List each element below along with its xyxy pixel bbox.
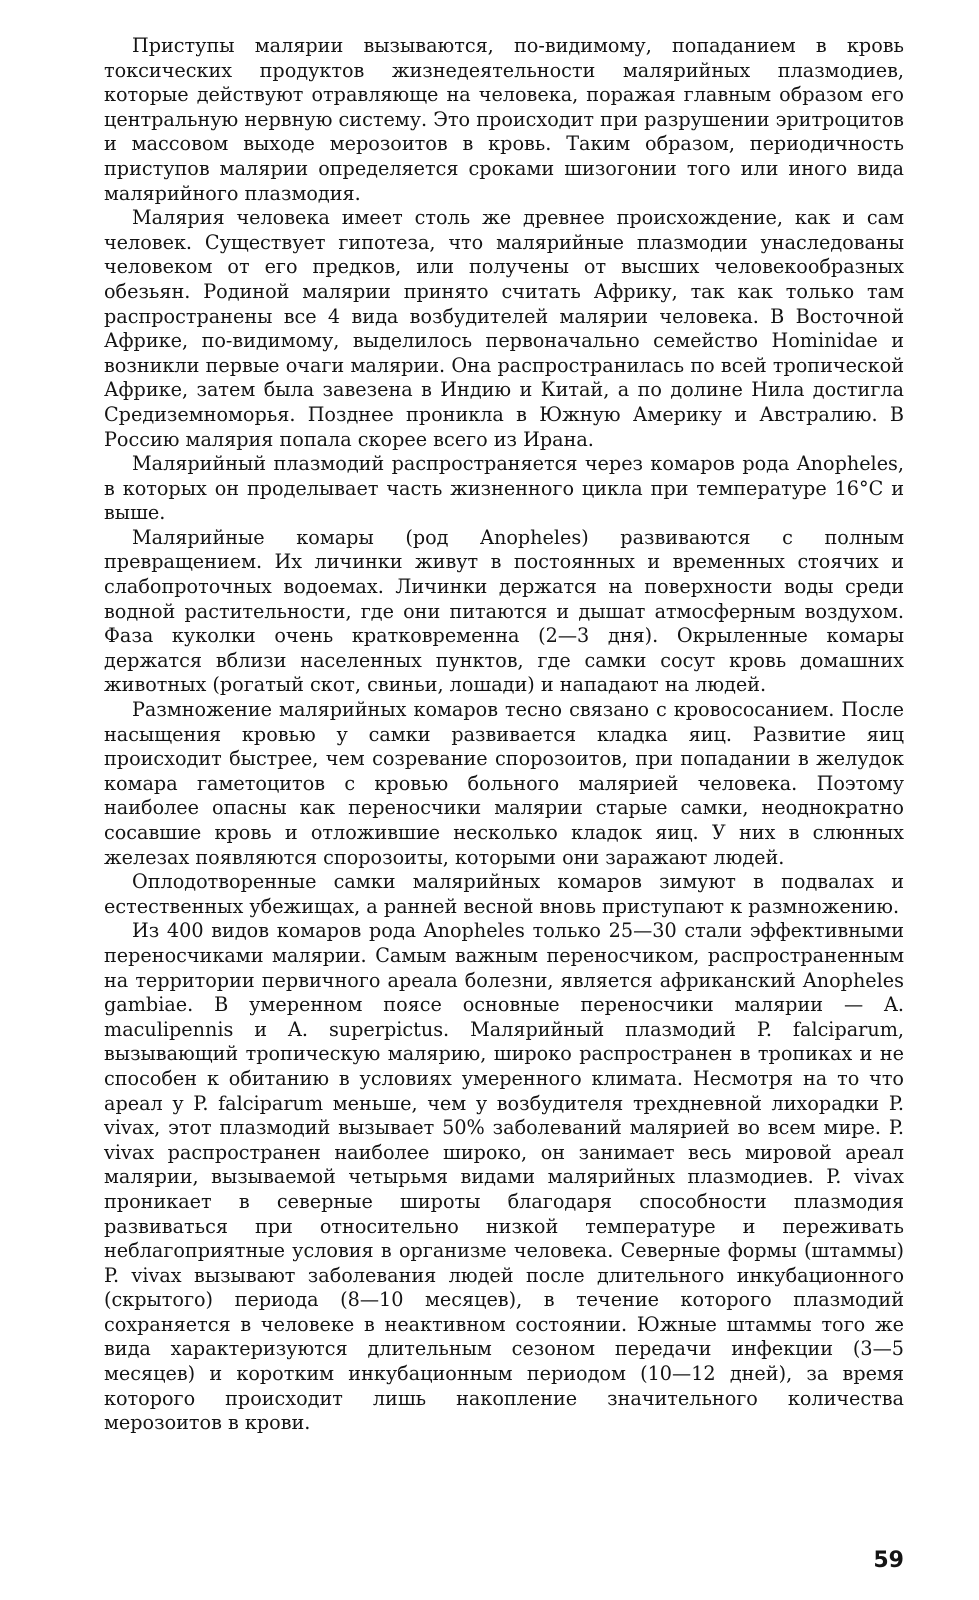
page-number: 59 [873, 1548, 904, 1573]
paragraph-1: Приступы малярии вызываются, по-видимому, попаданием в кровь токсических продуктов жизнедеятельности малярийных плазмодиев, которые действуют отравляюще на человека, поражая главным образом его центральную нервную систему. Это происходит при разрушении эритроцитов и массовом выходе мерозоитов в кровь. Таким образом, периодичность приступов малярии определяется сроками шизогонии того или иного вида малярийного плазмодия. [104, 34, 904, 205]
paragraph-7: Из 400 видов комаров рода Anopheles только 25—30 стали эффективными переносчиками малярии. Самым важным переносчиком, распространенным на территории первичного ареала болезни, является африканский Anopheles gambiae. В умеренном поясе основные переносчики малярии — A. maculipennis и A. superpictus. Малярийный плазмодий P. falciparum, вызывающий тропическую малярию, широко распространен в тропиках и не способен к обитанию в условиях умеренного климата. Несмотря на то что ареал у P. falciparum меньше, чем у возбудителя трехдневной лихорадки P. vivax, этот плазмодий вызывает 50% заболеваний малярией во всем мире. P. vivax распространен наиболее широко, он занимает весь мировой ареал малярии, вызываемой четырьмя видами малярийных плазмодиев. P. vivax проникает в северные широты благодаря способности плазмодия развиваться при относительно низкой температуре и переживать неблагоприятные условия в организме человека. Северные формы (штаммы) P. vivax вызывают заболевания людей после длительного инкубационного (скрытого) периода (8—10 месяцев), в течение которого плазмодий сохраняется в человеке в неактивном состоянии. Южные штаммы того же вида характеризуются длительным сезоном передачи инфекции (3—5 месяцев) и коротким инкубационным периодом (10—12 дней), за время которого происходит лишь накопление значительного количества мерозоитов в крови. [104, 919, 904, 1435]
paragraph-4: Малярийные комары (род Anopheles) развиваются с полным превращением. Их личинки живут в постоянных и временных стоячих и слабопроточных водоемах. Личинки держатся на поверхности воды среди водной растительности, где они питаются и дышат атмосферным воздухом. Фаза куколки очень кратковременна (2—3 дня). Окрыленные комары держатся вблизи населенных пунктов, где самки сосут кровь домашних животных (рогатый скот, свиньи, лошади) и нападают на людей. [104, 525, 904, 697]
paragraph-5: Размножение малярийных комаров тесно связано с кровососанием. После насыщения кровью у самки развивается кладка яиц. Развитие яиц происходит быстрее, чем созревание спорозоитов, при попадании в желудок комара гаметоцитов с кровью больного малярией человека. Поэтому наиболее опасны как переносчики малярии старые самки, неоднократно сосавшие кровь и отложившие несколько кладок яиц. У них в слюнных железах появляются спорозоиты, которыми они заражают людей. [104, 698, 904, 869]
paragraph-6: Оплодотворенные самки малярийных комаров зимуют в подвалах и естественных убежищах, а ранней весной вновь приступают к размножению. [104, 870, 904, 918]
page-text [104, 34, 904, 1436]
paragraph-3: Малярийный плазмодий распространяется через комаров рода Anopheles, в которых он проделывает часть жизненного цикла при температуре 16°С и выше. [104, 452, 904, 525]
paragraph-2: Малярия человека имеет столь же древнее происхождение, как и сам человек. Существует гипотеза, что малярийные плазмодии унаследованы человеком от его предков, или получены от высших человекообразных обезьян. Родиной малярии принято считать Африку, так как только там распространены все 4 вида возбудителей малярии человека. В Восточной Африке, по-видимому, выделилось первоначально семейство Hominidae и возникли первые очаги малярии. Она распространилась по всей тропической Африке, затем была завезена в Индию и Китай, а по долине Нила достигла Средиземноморья. Позднее проникла в Южную Америку и Австралию. В Россию малярия попала скорее всего из Ирана. [104, 206, 904, 451]
